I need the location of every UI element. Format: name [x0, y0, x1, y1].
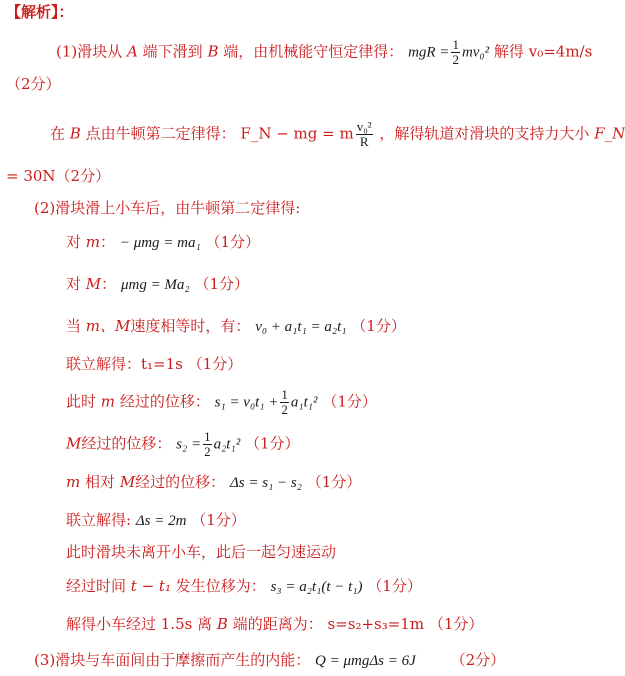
normal-force-result: = 30N（2分）	[6, 167, 111, 185]
newton-eq-left: F_N − mg = m	[240, 124, 354, 143]
fraction-numerator: v₀²	[356, 119, 372, 134]
equation: − μmg = ma₁	[119, 235, 201, 251]
equation: Δs = 2m	[135, 513, 187, 529]
var-m: m	[66, 473, 81, 491]
var-M: M	[85, 275, 102, 293]
score: （1分）	[187, 355, 243, 373]
eq-fraction	[203, 430, 212, 459]
var-time: t − t₁	[130, 577, 171, 595]
fraction-numerator: 1	[452, 37, 459, 52]
text: 联立解得：	[66, 355, 142, 373]
var-M: M	[66, 434, 82, 453]
part1b-line	[50, 120, 625, 149]
text: (3)滑块与车面间由于摩擦而产生的内能：	[34, 651, 311, 669]
velocity-result: v₀=4m/s	[528, 42, 593, 61]
part2-line-6	[66, 430, 300, 459]
score: （1分）	[191, 511, 246, 529]
text: 此时	[66, 392, 97, 411]
score: （1分）	[194, 275, 249, 293]
vars: m、M	[85, 317, 131, 335]
var-m: m	[85, 233, 101, 251]
var-M: M	[119, 473, 136, 491]
part1-score: （2分）	[6, 75, 61, 93]
colon: ：	[101, 275, 117, 293]
part1b-prefix: 在	[50, 124, 66, 143]
part2-line-10	[66, 576, 422, 597]
label: 当	[66, 317, 82, 335]
part1-mid2: 端，由机械能守恒定律得：	[223, 42, 404, 61]
score: （2分）	[450, 651, 506, 669]
equation: Q = μmgΔs = 6J	[315, 653, 416, 669]
part2-line-9: 此时滑块未离开小车，此后一起匀速运动	[66, 543, 337, 561]
point-b: B	[216, 615, 228, 633]
newton-eq-fraction	[356, 120, 373, 149]
part2-line-8	[66, 510, 246, 531]
eq-fraction	[280, 388, 289, 417]
part1-mid: 端下滑到	[142, 42, 203, 61]
text: 经过的位移：	[81, 434, 172, 453]
score: （1分）	[205, 233, 261, 251]
part3-line	[34, 650, 505, 671]
part2-line-11	[66, 614, 483, 634]
value: t₁=1s	[141, 355, 183, 373]
score: （1分）	[306, 473, 362, 491]
score: （1分）	[322, 392, 377, 411]
equation: s₃ = a₂t₁(t − t₁)	[270, 579, 363, 595]
label: 对	[66, 275, 82, 293]
fraction-denominator: 2	[452, 52, 459, 67]
text: 联立解得:	[66, 511, 132, 529]
part2-line-1	[66, 232, 260, 253]
eq-left: s₂ =	[176, 436, 202, 453]
fraction-denominator: R	[359, 134, 369, 149]
energy-eq-right: mv₀²	[461, 44, 490, 61]
text: 速度相等时，有：	[130, 317, 251, 335]
part2-line-7	[66, 472, 361, 493]
score: （1分）	[244, 434, 300, 453]
equation: Δs = s₁ − s₂	[229, 475, 302, 491]
score: （1分）	[428, 615, 484, 633]
part2-intro: (2)滑块滑上小车后，由牛顿第二定律得:	[34, 199, 301, 217]
part2-line-5	[66, 388, 377, 417]
text: 端的距离为：	[232, 615, 323, 633]
normal-force-symbol: F_N	[594, 124, 625, 143]
energy-eq-left: mgR =	[408, 44, 450, 61]
part1b-suffix: ，解得轨道对滑块的支持力大小	[379, 124, 590, 143]
fraction-denominator: 2	[281, 402, 288, 417]
point-b: B	[207, 42, 219, 61]
text: 相对	[85, 473, 116, 491]
equation: s=s₂+s₃=1m	[327, 615, 425, 633]
point-a: A	[127, 42, 138, 61]
label: 对	[66, 233, 82, 251]
var-m: m	[100, 392, 116, 411]
part1-prefix: (1)滑块从	[56, 42, 123, 61]
text: 解得小车经过 1.5s 离	[66, 615, 213, 633]
part1b-mid: 点由牛顿第二定律得：	[85, 124, 236, 143]
text: 经过的位移：	[135, 473, 226, 491]
energy-eq-fraction	[451, 38, 460, 67]
point-b: B	[69, 124, 81, 143]
solution-header: 【解析】：	[6, 3, 74, 21]
part2-line-3	[66, 316, 406, 337]
score: （1分）	[367, 577, 422, 595]
eq-right: a₁t₁²	[290, 394, 318, 411]
equation: v₀ + a₁t₁ = a₂t₁	[255, 319, 347, 335]
eq-right: a₂t₁²	[213, 436, 241, 453]
fraction-numerator: 1	[281, 387, 288, 402]
text: 发生位移为：	[175, 577, 266, 595]
colon: ：	[100, 233, 116, 251]
part1-line	[56, 38, 592, 67]
solve-label: 解得	[493, 42, 524, 61]
fraction-numerator: 1	[204, 429, 211, 444]
part2-line-2	[66, 274, 249, 295]
text: 经过的位移：	[119, 392, 210, 411]
eq-left: s₁ = v₀t₁ +	[214, 394, 279, 411]
score: （1分）	[351, 317, 406, 335]
text: 经过时间	[66, 577, 127, 595]
equation: μmg = Ma₂	[120, 277, 190, 293]
part2-line-4	[66, 354, 242, 374]
fraction-denominator: 2	[204, 444, 211, 459]
